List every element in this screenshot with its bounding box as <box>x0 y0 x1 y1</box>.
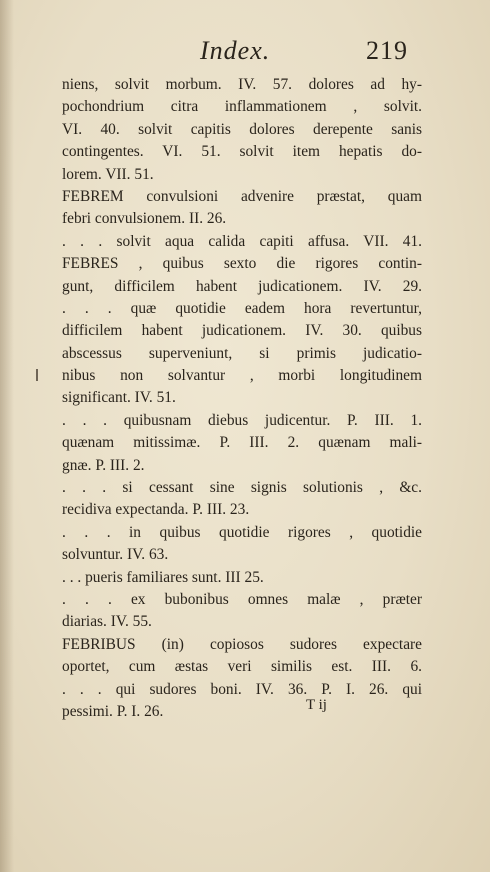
index-line: VI. 40. solvit capitis dolores derepente sanis <box>62 120 422 138</box>
index-line: significant. IV. 51. <box>62 389 176 407</box>
index-line: . . . ex bubonibus omnes malæ , præter <box>62 590 422 608</box>
index-line: lorem. VII. 51. <box>62 165 154 183</box>
index-line: pochondrium citra inflammationem , solvit. <box>62 98 422 116</box>
index-line: pessimi. P. I. 26. <box>62 702 164 720</box>
page-number: 219 <box>366 36 408 65</box>
index-line: recidiva expectanda. P. III. 23. <box>62 501 250 519</box>
index-text-block <box>62 74 422 723</box>
index-line: diarias. IV. 55. <box>62 613 152 631</box>
index-line: . . . si cessant sine signis solutionis , &c. <box>62 479 422 497</box>
index-line: . . . qui sudores boni. IV. 36. P. I. 26. qui <box>62 680 422 698</box>
index-line: FEBRES , quibus sexto die rigores contin- <box>62 255 422 273</box>
page-gutter-shadow <box>0 0 14 872</box>
index-line: . . . in quibus quotidie rigores , quotidie <box>62 523 422 541</box>
index-line: quænam mitissimæ. P. III. 2. quænam mali- <box>62 434 422 452</box>
index-line: abscessus superveniunt, si primis judicatio- <box>62 344 422 362</box>
index-line: difficilem habent judicationem. IV. 30. quibus <box>62 322 422 340</box>
signature-mark: T ij <box>306 697 327 713</box>
index-line: nibus non solvantur , morbi longitudinem <box>62 367 422 385</box>
index-line: FEBREM convulsioni advenire præstat, quam <box>62 187 422 205</box>
index-line: . . . solvit aqua calida capiti affusa. VII. 41. <box>62 232 422 250</box>
index-line: oportet, cum æstas veri similis est. III. 6. <box>62 658 422 676</box>
index-line: . . . quæ quotidie eadem hora revertuntur, <box>62 299 422 317</box>
index-line: solvuntur. IV. 63. <box>62 546 169 564</box>
index-line: niens, solvit morbum. IV. 57. dolores ad hy- <box>62 76 422 93</box>
index-line: gnæ. P. III. 2. <box>62 456 145 474</box>
index-line: febri convulsionem. II. 26. <box>62 210 227 228</box>
margin-mark <box>36 369 38 381</box>
running-title: Index. <box>200 36 271 65</box>
index-line: contingentes. VI. 51. solvit item hepatis do- <box>62 143 422 161</box>
index-line: gunt, difficilem habent judicationem. IV. 29. <box>62 277 422 295</box>
index-line: FEBRIBUS (in) copiosos sudores expectare <box>62 635 422 653</box>
index-line: . . . quibusnam diebus judicentur. P. III. 1. <box>62 411 422 429</box>
index-line: . . . pueris familiares sunt. III 25. <box>62 568 264 586</box>
